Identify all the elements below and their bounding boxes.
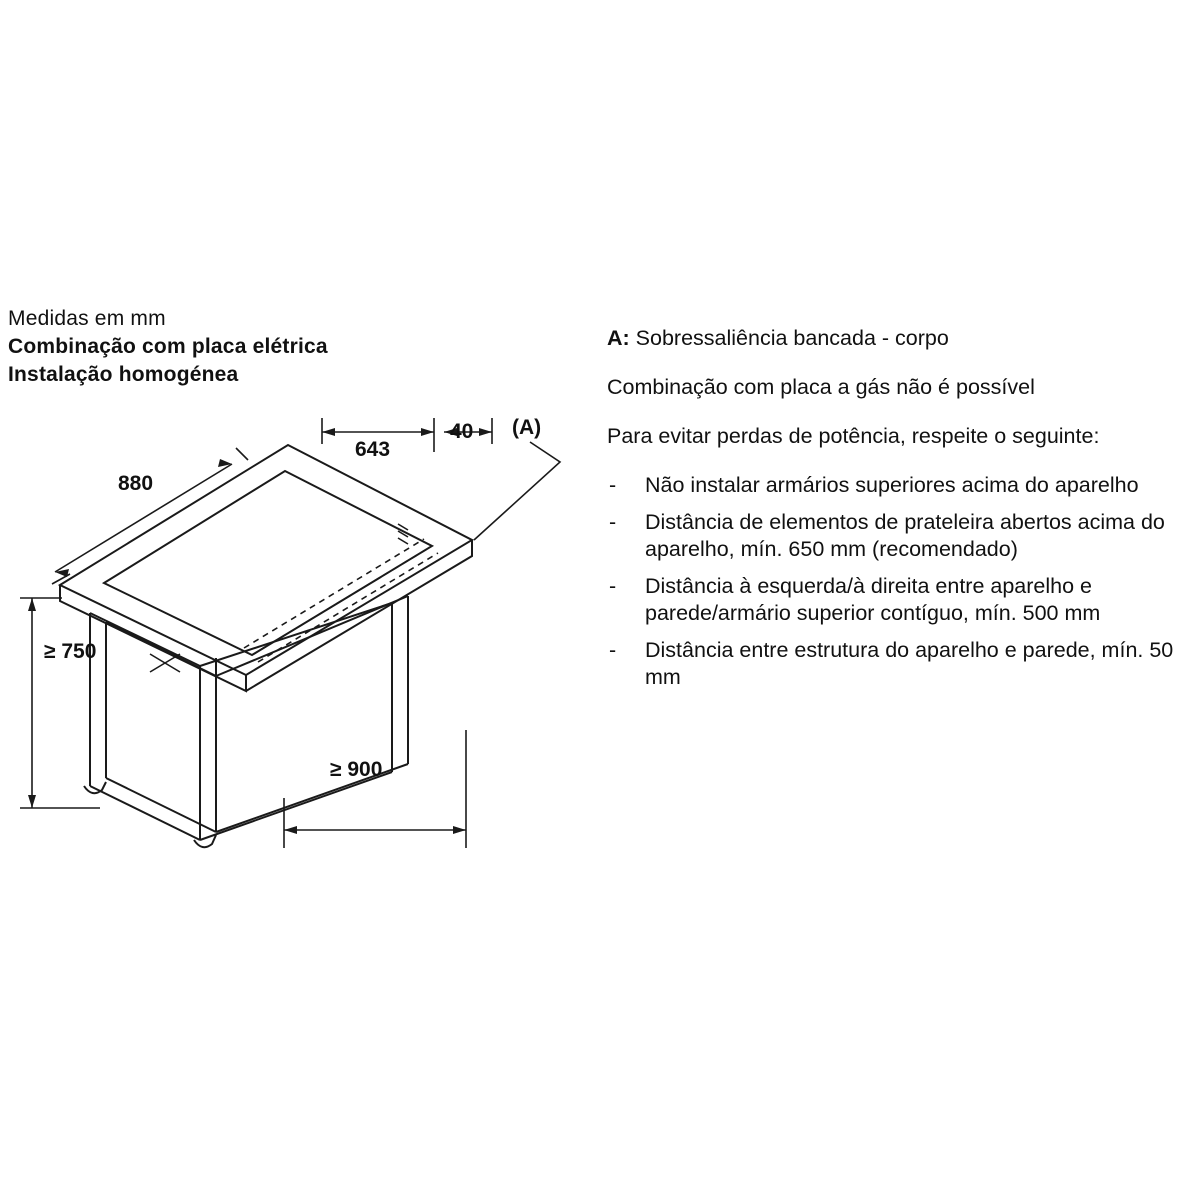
bullet-marker: -	[609, 574, 617, 598]
drawing-svg	[0, 400, 600, 870]
worktop-cutout	[104, 471, 432, 655]
bullet-marker: -	[609, 473, 617, 497]
list-item-text: Distância entre estrutura do aparelho e parede, mín. 50 mm	[645, 638, 1174, 689]
dim-label-643: 643	[355, 438, 391, 461]
bullet-marker: -	[609, 638, 617, 662]
title-line-1: Combinação com placa elétrica	[8, 335, 328, 358]
list-item-text: Distância de elementos de prateleira abertos acima do aparelho, mín. 650 mm (recomendado)	[645, 510, 1165, 561]
units-note: Medidas em mm	[8, 307, 166, 330]
requirements-list	[607, 472, 1192, 691]
dim-label-750: ≥ 750	[44, 640, 97, 663]
bullet-marker: -	[609, 510, 617, 534]
left-heading-block	[8, 305, 568, 389]
cabinet-rail-outer-top-right	[200, 603, 392, 666]
dim-label-40: 40	[450, 420, 474, 443]
title-line-2: Instalação homogénea	[8, 363, 239, 386]
cabinet-rail-outer-bottom-left	[90, 786, 200, 840]
list-item-text: Distância à esquerda/à direita entre aparelho e parede/armário superior contíguo, mín. 500 mm	[645, 574, 1101, 625]
dim-label-callout-a: (A)	[512, 416, 542, 439]
dim-label-900: ≥ 900	[330, 758, 383, 781]
callout-a-key: A:	[607, 326, 630, 350]
gas-note: Combinação com placa a gás não é possível	[607, 375, 1035, 399]
right-text-column	[607, 325, 1192, 701]
cabinet-foot-front	[194, 835, 216, 847]
dim-label-880: 880	[118, 472, 154, 495]
list-item	[607, 472, 1192, 499]
list-item	[607, 509, 1192, 563]
list-item	[607, 637, 1192, 691]
callout-A-leader	[474, 442, 560, 540]
requirements-intro: Para evitar perdas de potência, respeite o seguinte:	[607, 424, 1100, 448]
callout-a-text: Sobressaliência bancada - corpo	[635, 326, 949, 350]
installation-drawing	[0, 400, 600, 870]
list-item-text: Não instalar armários superiores acima do aparelho	[645, 473, 1139, 497]
callout-a-description	[607, 325, 1192, 352]
list-item	[607, 573, 1192, 627]
